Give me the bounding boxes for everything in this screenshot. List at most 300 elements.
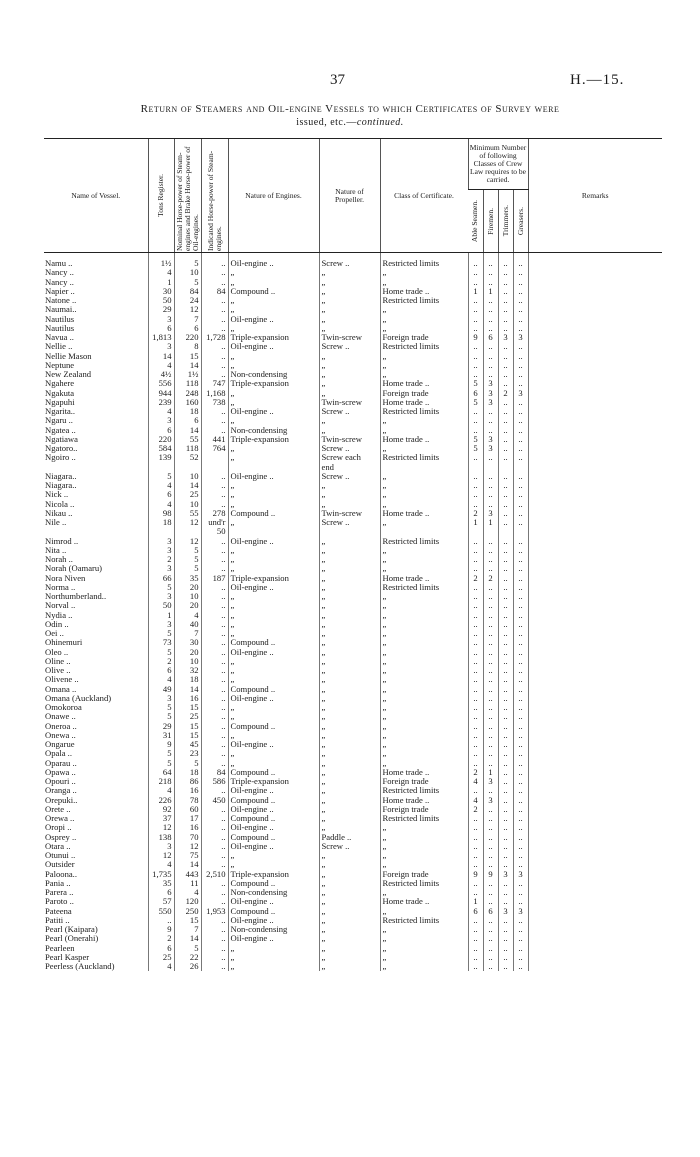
- able-seamen-cell: ..: [468, 296, 483, 305]
- trimmers-cell: ..: [498, 638, 513, 647]
- tons-register-cell: 550: [148, 907, 174, 916]
- tons-register-cell: 50: [148, 601, 174, 610]
- certificate-class-cell: „: [380, 823, 468, 832]
- greasers-cell: ..: [513, 749, 528, 758]
- table-row: [44, 370, 662, 379]
- certificate-class-cell: „: [380, 860, 468, 869]
- nominal-hp-cell: 5: [174, 259, 201, 268]
- indicated-hp-cell: ..: [201, 759, 228, 768]
- able-seamen-cell: ..: [468, 685, 483, 694]
- vessel-name-cell: Nita ..: [45, 545, 67, 555]
- tons-register-cell: 226: [148, 796, 174, 805]
- propeller-type-cell: Twin-screw: [319, 398, 380, 407]
- vessel-name-cell: Naumai..: [45, 305, 77, 315]
- nominal-hp-cell: 25: [174, 490, 201, 499]
- engine-type-cell: Non-condensing: [228, 925, 319, 934]
- nominal-hp-cell: 10: [174, 268, 201, 277]
- vessel-name-cell: Ngatea ..: [45, 425, 76, 435]
- able-seamen-cell: 2: [468, 768, 483, 777]
- table-row: [44, 509, 662, 518]
- indicated-hp-cell: ..: [201, 888, 228, 897]
- trimmers-cell: ..: [498, 361, 513, 370]
- nominal-hp-cell: 5: [174, 759, 201, 768]
- indicated-hp-cell: ..: [201, 666, 228, 675]
- propeller-type-cell: „: [319, 620, 380, 629]
- indicated-hp-cell: ..: [201, 296, 228, 305]
- remarks-cell: [528, 907, 662, 916]
- table-row: [44, 333, 662, 342]
- propeller-type-cell: „: [319, 694, 380, 703]
- table-row: [44, 916, 662, 925]
- table-row: [44, 833, 662, 842]
- propeller-type-cell: „: [319, 296, 380, 305]
- propeller-type-cell: „: [319, 731, 380, 740]
- vessel-name-cell: Nancy ..: [45, 268, 74, 278]
- table-row: [44, 749, 662, 758]
- engine-type-cell: „: [228, 953, 319, 962]
- indicated-hp-cell: 1,728: [201, 333, 228, 342]
- trimmers-cell: ..: [498, 629, 513, 638]
- propeller-type-cell: „: [319, 490, 380, 499]
- able-seamen-cell: ..: [468, 657, 483, 666]
- trimmers-cell: ..: [498, 916, 513, 925]
- firemen-cell: ..: [483, 315, 498, 324]
- able-seamen-cell: 2: [468, 574, 483, 583]
- engine-type-cell: Compound ..: [228, 907, 319, 916]
- vessel-name-cell: Osprey ..: [45, 832, 77, 842]
- engine-type-cell: „: [228, 731, 319, 740]
- indicated-hp-cell: ..: [201, 823, 228, 832]
- greasers-cell: ..: [513, 944, 528, 953]
- nominal-hp-cell: 118: [174, 444, 201, 453]
- trimmers-cell: ..: [498, 768, 513, 777]
- engine-type-cell: Oil-engine ..: [228, 823, 319, 832]
- nominal-hp-cell: 35: [174, 574, 201, 583]
- able-seamen-cell: 9: [468, 870, 483, 879]
- greasers-cell: 3: [513, 870, 528, 879]
- vessel-name-cell: Norval ..: [45, 601, 76, 611]
- able-seamen-cell: ..: [468, 749, 483, 758]
- certificate-class-cell: [380, 527, 468, 536]
- propeller-type-cell: „: [319, 629, 380, 638]
- tons-register-cell: 30: [148, 287, 174, 296]
- trimmers-cell: ..: [498, 518, 513, 527]
- tons-register-cell: 138: [148, 833, 174, 842]
- nominal-hp-cell: 70: [174, 833, 201, 842]
- able-seamen-cell: ..: [468, 278, 483, 287]
- indicated-hp-cell: ..: [201, 352, 228, 361]
- indicated-hp-cell: ..: [201, 555, 228, 564]
- able-seamen-cell: 5: [468, 379, 483, 388]
- engine-type-cell: Triple-expansion: [228, 379, 319, 388]
- nominal-hp-cell: 18: [174, 768, 201, 777]
- certificate-class-cell: Home trade ..: [380, 435, 468, 444]
- table-row: [44, 352, 662, 361]
- greasers-cell: ..: [513, 574, 528, 583]
- certificate-class-cell: Home trade ..: [380, 379, 468, 388]
- tons-register-cell: ..: [148, 916, 174, 925]
- trimmers-cell: 3: [498, 333, 513, 342]
- nominal-hp-cell: 220: [174, 333, 201, 342]
- tons-register-cell: 6: [148, 888, 174, 897]
- remarks-cell: [528, 416, 662, 425]
- greasers-cell: ..: [513, 694, 528, 703]
- trimmers-cell: 3: [498, 870, 513, 879]
- firemen-cell: ..: [483, 259, 498, 268]
- nominal-hp-cell: 75: [174, 851, 201, 860]
- certificate-class-cell: Home trade ..: [380, 768, 468, 777]
- firemen-cell: ..: [483, 879, 498, 888]
- propeller-type-cell: Screw ..: [319, 842, 380, 851]
- trimmers-cell: ..: [498, 814, 513, 823]
- table-row: [44, 407, 662, 416]
- certificate-class-cell: Foreign trade: [380, 870, 468, 879]
- trimmers-cell: ..: [498, 259, 513, 268]
- certificate-class-cell: Foreign trade: [380, 777, 468, 786]
- engine-type-cell: Oil-engine ..: [228, 740, 319, 749]
- trimmers-cell: ..: [498, 315, 513, 324]
- firemen-cell: ..: [483, 490, 498, 499]
- trimmers-cell: ..: [498, 823, 513, 832]
- col-header-trimmers-text: Trimmers.: [500, 205, 510, 237]
- remarks-cell: [528, 564, 662, 573]
- indicated-hp-cell: ..: [201, 722, 228, 731]
- firemen-cell: 3: [483, 796, 498, 805]
- able-seamen-cell: ..: [468, 611, 483, 620]
- nominal-hp-cell: 8: [174, 342, 201, 351]
- nominal-hp-cell: 84: [174, 287, 201, 296]
- tons-register-cell: 3: [148, 842, 174, 851]
- nominal-hp-cell: 5: [174, 278, 201, 287]
- propeller-type-cell: Paddle ..: [319, 833, 380, 842]
- indicated-hp-cell: ..: [201, 315, 228, 324]
- remarks-cell: [528, 666, 662, 675]
- engine-type-cell: „: [228, 555, 319, 564]
- greasers-cell: ..: [513, 259, 528, 268]
- col-header-class: Class of Certificate.: [380, 139, 468, 253]
- indicated-hp-cell: ..: [201, 897, 228, 906]
- engine-type-cell: Oil-engine ..: [228, 897, 319, 906]
- trimmers-cell: ..: [498, 435, 513, 444]
- trimmers-cell: ..: [498, 749, 513, 758]
- greasers-cell: ..: [513, 833, 528, 842]
- firemen-cell: ..: [483, 537, 498, 546]
- vessel-name-cell: Orewa ..: [45, 814, 75, 823]
- remarks-cell: [528, 601, 662, 610]
- table-row: [44, 722, 662, 731]
- greasers-cell: ..: [513, 305, 528, 314]
- nominal-hp-cell: 40: [174, 620, 201, 629]
- vessel-name-cell: Parera ..: [45, 888, 74, 897]
- nominal-hp-cell: 12: [174, 537, 201, 546]
- tons-register-cell: 3: [148, 694, 174, 703]
- indicated-hp-cell: ..: [201, 481, 228, 490]
- vessel-name-cell: Ngakuta: [45, 388, 75, 398]
- vessel-name-cell: Nautilus: [45, 323, 75, 333]
- propeller-type-cell: „: [319, 851, 380, 860]
- firemen-cell: ..: [483, 296, 498, 305]
- trimmers-cell: ..: [498, 555, 513, 564]
- greasers-cell: ..: [513, 287, 528, 296]
- able-seamen-cell: ..: [468, 722, 483, 731]
- remarks-cell: [528, 796, 662, 805]
- remarks-cell: [528, 842, 662, 851]
- nominal-hp-cell: 86: [174, 777, 201, 786]
- indicated-hp-cell: ..: [201, 925, 228, 934]
- certificate-class-cell: „: [380, 749, 468, 758]
- engine-type-cell: „: [228, 601, 319, 610]
- propeller-type-cell: „: [319, 823, 380, 832]
- remarks-cell: [528, 694, 662, 703]
- tons-register-cell: 12: [148, 851, 174, 860]
- propeller-type-cell: „: [319, 592, 380, 601]
- greasers-cell: ..: [513, 361, 528, 370]
- certificate-class-cell: Home trade ..: [380, 398, 468, 407]
- firemen-cell: ..: [483, 934, 498, 943]
- tons-register-cell: 29: [148, 722, 174, 731]
- engine-type-cell: Triple-expansion: [228, 333, 319, 342]
- firemen-cell: ..: [483, 962, 498, 971]
- able-seamen-cell: ..: [468, 416, 483, 425]
- indicated-hp-cell: 84: [201, 287, 228, 296]
- trimmers-cell: ..: [498, 657, 513, 666]
- certificate-class-cell: „: [380, 703, 468, 712]
- remarks-cell: [528, 509, 662, 518]
- nominal-hp-cell: 45: [174, 740, 201, 749]
- engine-type-cell: Oil-engine ..: [228, 842, 319, 851]
- remarks-cell: [528, 934, 662, 943]
- able-seamen-cell: ..: [468, 268, 483, 277]
- nominal-hp-cell: 5: [174, 546, 201, 555]
- indicated-hp-cell: ..: [201, 860, 228, 869]
- indicated-hp-cell: ..: [201, 805, 228, 814]
- engine-type-cell: Oil-engine ..: [228, 694, 319, 703]
- tons-register-cell: 49: [148, 685, 174, 694]
- propeller-type-cell: „: [319, 389, 380, 398]
- propeller-type-cell: „: [319, 648, 380, 657]
- remarks-cell: [528, 888, 662, 897]
- greasers-cell: ..: [513, 768, 528, 777]
- able-seamen-cell: ..: [468, 786, 483, 795]
- trimmers-cell: ..: [498, 453, 513, 462]
- remarks-cell: [528, 537, 662, 546]
- able-seamen-cell: ..: [468, 500, 483, 509]
- propeller-type-cell: „: [319, 777, 380, 786]
- able-seamen-cell: ..: [468, 703, 483, 712]
- indicated-hp-cell: ..: [201, 259, 228, 268]
- nominal-hp-cell: 20: [174, 583, 201, 592]
- greasers-cell: ..: [513, 472, 528, 481]
- firemen-cell: ..: [483, 342, 498, 351]
- firemen-cell: ..: [483, 888, 498, 897]
- nominal-hp-cell: 55: [174, 435, 201, 444]
- remarks-cell: [528, 500, 662, 509]
- greasers-cell: [513, 463, 528, 472]
- indicated-hp-cell: ..: [201, 278, 228, 287]
- certificate-class-cell: Restricted limits: [380, 296, 468, 305]
- certificate-class-cell: „: [380, 907, 468, 916]
- greasers-cell: ..: [513, 796, 528, 805]
- firemen-cell: ..: [483, 426, 498, 435]
- table-row: [44, 712, 662, 721]
- remarks-cell: [528, 342, 662, 351]
- table-row: [44, 823, 662, 832]
- firemen-cell: ..: [483, 453, 498, 462]
- certificate-class-cell: Restricted limits: [380, 786, 468, 795]
- trimmers-cell: ..: [498, 712, 513, 721]
- table-row: [44, 601, 662, 610]
- page-number: 37: [330, 72, 345, 88]
- vessel-name-cell: Oneroa ..: [45, 721, 77, 731]
- propeller-type-cell: „: [319, 934, 380, 943]
- nominal-hp-cell: 7: [174, 629, 201, 638]
- table-row: [44, 805, 662, 814]
- table-row: [44, 564, 662, 573]
- propeller-type-cell: „: [319, 564, 380, 573]
- greasers-cell: ..: [513, 879, 528, 888]
- trimmers-cell: ..: [498, 759, 513, 768]
- firemen-cell: [483, 527, 498, 536]
- nominal-hp-cell: 1½: [174, 370, 201, 379]
- engine-type-cell: „: [228, 361, 319, 370]
- indicated-hp-cell: ..: [201, 851, 228, 860]
- engine-type-cell: „: [228, 944, 319, 953]
- greasers-cell: ..: [513, 564, 528, 573]
- firemen-cell: ..: [483, 370, 498, 379]
- remarks-cell: [528, 370, 662, 379]
- trimmers-cell: ..: [498, 416, 513, 425]
- firemen-cell: ..: [483, 897, 498, 906]
- propeller-type-cell: „: [319, 287, 380, 296]
- able-seamen-cell: ..: [468, 916, 483, 925]
- vessel-name-cell: Orepuki..: [45, 795, 78, 805]
- firemen-cell: ..: [483, 472, 498, 481]
- tons-register-cell: 5: [148, 759, 174, 768]
- indicated-hp-cell: 84: [201, 768, 228, 777]
- greasers-cell: ..: [513, 934, 528, 943]
- trimmers-cell: ..: [498, 407, 513, 416]
- greasers-cell: ..: [513, 444, 528, 453]
- col-header-indicated: [201, 139, 228, 253]
- firemen-cell: ..: [483, 814, 498, 823]
- table-row: [44, 398, 662, 407]
- tons-register-cell: 944: [148, 389, 174, 398]
- greasers-cell: ..: [513, 583, 528, 592]
- propeller-type-cell: „: [319, 888, 380, 897]
- trimmers-cell: ..: [498, 925, 513, 934]
- engine-type-cell: Triple-expansion: [228, 435, 319, 444]
- table-row: [44, 786, 662, 795]
- nominal-hp-cell: 23: [174, 749, 201, 758]
- table-row: [44, 934, 662, 943]
- greasers-cell: ..: [513, 722, 528, 731]
- engine-type-cell: „: [228, 444, 319, 453]
- engine-type-cell: „: [228, 703, 319, 712]
- remarks-cell: [528, 555, 662, 564]
- firemen-cell: [483, 463, 498, 472]
- vessel-name-cell: Ohinemuri: [45, 638, 83, 648]
- vessel-name-cell: Otunui ..: [45, 851, 76, 860]
- engine-type-cell: „: [228, 666, 319, 675]
- table-row: [44, 268, 662, 277]
- firemen-cell: ..: [483, 361, 498, 370]
- able-seamen-cell: 2: [468, 805, 483, 814]
- able-seamen-cell: ..: [468, 481, 483, 490]
- able-seamen-cell: ..: [468, 352, 483, 361]
- propeller-type-cell: [319, 527, 380, 536]
- tons-register-cell: 6: [148, 666, 174, 675]
- tons-register-cell: 4: [148, 962, 174, 971]
- indicated-hp-cell: ..: [201, 879, 228, 888]
- tons-register-cell: 139: [148, 453, 174, 462]
- trimmers-cell: ..: [498, 472, 513, 481]
- table-row: [44, 463, 662, 472]
- remarks-cell: [528, 268, 662, 277]
- tons-register-cell: 31: [148, 731, 174, 740]
- firemen-cell: ..: [483, 860, 498, 869]
- table-row: [44, 657, 662, 666]
- table-row: [44, 944, 662, 953]
- propeller-type-cell: „: [319, 278, 380, 287]
- vessel-name-cell: Ngapuhi: [45, 397, 75, 407]
- remarks-cell: [528, 712, 662, 721]
- firemen-cell: ..: [483, 657, 498, 666]
- engine-type-cell: „: [228, 268, 319, 277]
- col-header-crew: Minimum Number of following Classes of Crew Law requires to be carried.: [468, 139, 528, 190]
- tons-register-cell: 218: [148, 777, 174, 786]
- remarks-cell: [528, 638, 662, 647]
- certificate-class-cell: Restricted limits: [380, 537, 468, 546]
- table-row: [44, 287, 662, 296]
- propeller-type-cell: „: [319, 768, 380, 777]
- certificate-class-cell: „: [380, 833, 468, 842]
- greasers-cell: ..: [513, 296, 528, 305]
- engine-type-cell: „: [228, 675, 319, 684]
- tons-register-cell: 98: [148, 509, 174, 518]
- greasers-cell: ..: [513, 648, 528, 657]
- engine-type-cell: „: [228, 518, 319, 527]
- indicated-hp-cell: 586: [201, 777, 228, 786]
- remarks-cell: [528, 259, 662, 268]
- trimmers-cell: ..: [498, 537, 513, 546]
- propeller-type-cell: „: [319, 574, 380, 583]
- firemen-cell: 3: [483, 379, 498, 388]
- engine-type-cell: „: [228, 324, 319, 333]
- able-seamen-cell: ..: [468, 759, 483, 768]
- certificate-class-cell: Restricted limits: [380, 814, 468, 823]
- trimmers-cell: ..: [498, 805, 513, 814]
- tons-register-cell: 6: [148, 944, 174, 953]
- engine-type-cell: Compound ..: [228, 287, 319, 296]
- trimmers-cell: ..: [498, 574, 513, 583]
- greasers-cell: ..: [513, 620, 528, 629]
- greasers-cell: ..: [513, 555, 528, 564]
- able-seamen-cell: ..: [468, 842, 483, 851]
- engine-type-cell: Oil-engine ..: [228, 916, 319, 925]
- nominal-hp-cell: 16: [174, 786, 201, 795]
- vessel-name-cell: Niagara..: [45, 481, 77, 490]
- propeller-type-cell: Screw ..: [319, 444, 380, 453]
- remarks-cell: [528, 296, 662, 305]
- certificate-class-cell: „: [380, 278, 468, 287]
- tons-register-cell: 92: [148, 805, 174, 814]
- trimmers-cell: [498, 527, 513, 536]
- firemen-cell: 6: [483, 907, 498, 916]
- indicated-hp-cell: ..: [201, 703, 228, 712]
- firemen-cell: ..: [483, 842, 498, 851]
- table-row: [44, 296, 662, 305]
- able-seamen-cell: 5: [468, 444, 483, 453]
